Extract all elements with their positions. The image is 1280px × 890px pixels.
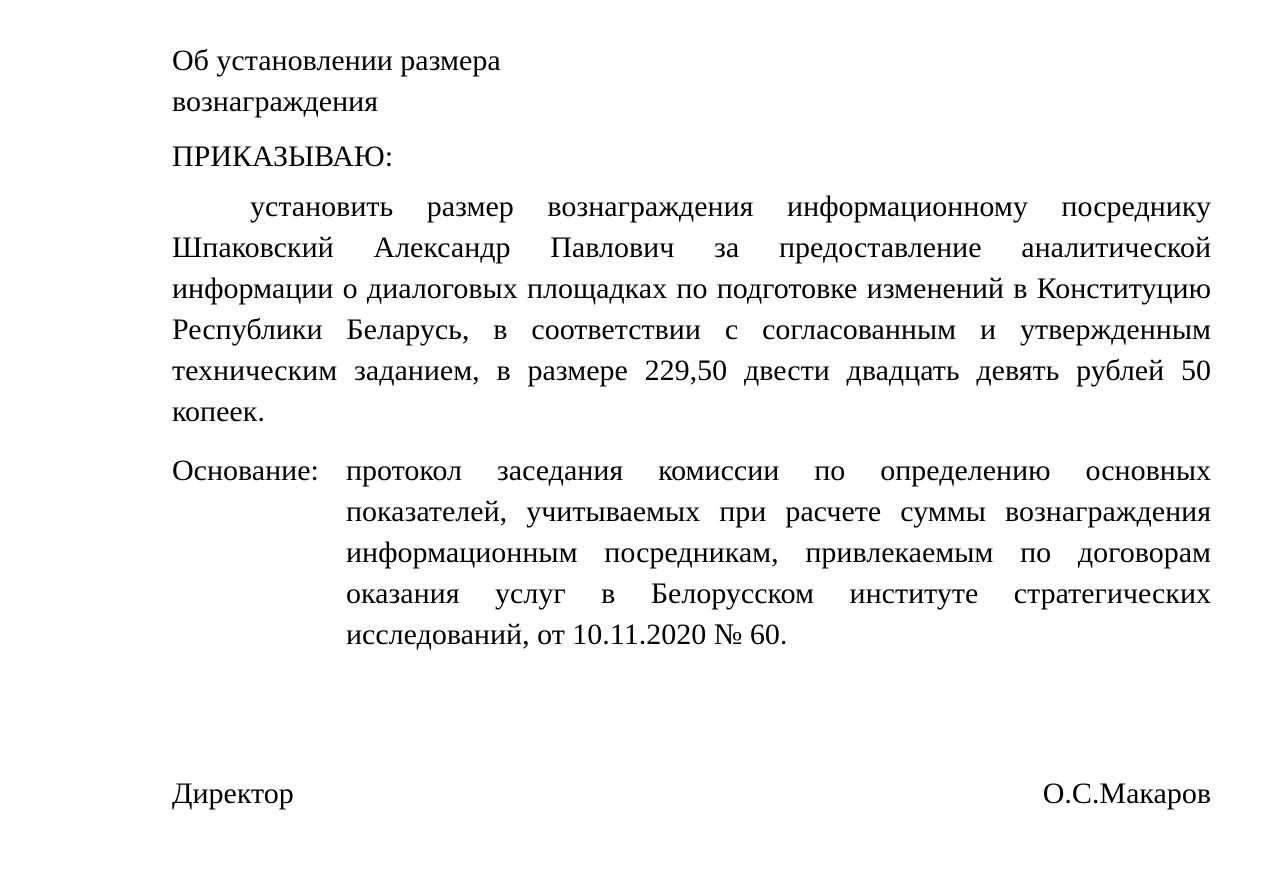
basis-label: Основание: (172, 454, 319, 487)
subject-line-2: вознаграждения (172, 85, 379, 118)
document-body (172, 40, 1211, 655)
signature-name: О.С.Макаров (1042, 777, 1211, 810)
document-subject (172, 40, 592, 122)
signature-position: Директор (172, 777, 294, 810)
basis-section (172, 450, 1211, 655)
subject-line-1: Об установлении размера (172, 44, 501, 77)
basis-text: протокол заседания комиссии по определению основных показателей, учитываемых при расчете суммы вознаграждения информационным посредникам, привлекаемым по договорам оказания услуг в Белорусском институте стратегических исследований, от 10.11.2020 № 60. (346, 454, 1211, 651)
order-paragraph: установить размер вознаграждения информационному посреднику Шпаковский Александр Павлович за предоставление аналитической информации о диалоговых площадках по подготовке изменений в Конституцию Республики Беларусь, в соответствии с согласованным и утвержденным техническим заданием, в размере 229,50 двести двадцать девять рублей 50 копеек. (172, 190, 1211, 428)
signature-block (172, 773, 1211, 814)
order-heading: ПРИКАЗЫВАЮ: (172, 140, 394, 173)
